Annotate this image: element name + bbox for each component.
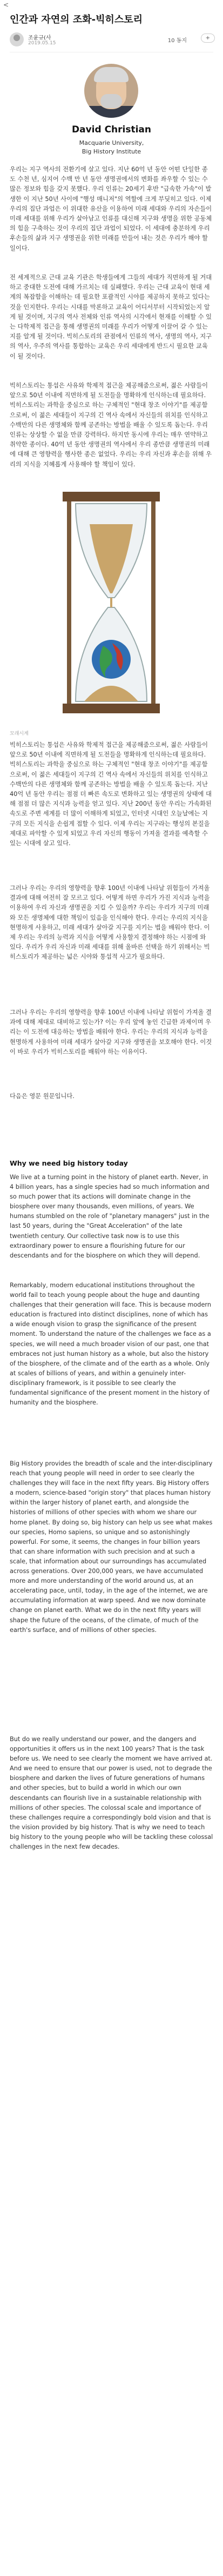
figure-caption: 모래시계 [10,731,29,737]
post-date: 2019.05.15 [28,41,56,46]
hourglass-left-post [67,501,71,704]
hourglass-illustration [52,492,171,713]
subscriber-count: 10 동지 [167,38,187,44]
author-name[interactable]: 조윤규(사 [28,35,51,41]
speaker-portrait [84,64,138,118]
body-paragraph-ko: 빅히스토리는 통섭은 사유와 학제적 접근을 제공해줌으로써, 젊은 사람들이 앞으로 50년 이내에 직면하게 될 도전들을 명확하게 인식하는데 필요하다. 빅히스토리는 과학을 중심으로 하는 구체적인 "현대 창조 이야기"를 제공함으로써, 이 젊은 세대들이 지구의 긴 역사 속에서 자신들의 위치를 인식하고 수백만의 다른 생명체와 함께 공존하는 방법을 배울 수 있도록 돕는다. 지난 40억 년 동안 우리는 점점 더 빠른 속도로 변화하고 있는 생명권의 상태에 대해 점점 더 많은 지식과 능력을 얻고 있다. 지난 200년 동안 우리는 가속화된 속도로 주변 세계를 더 많이 이해하게 되었고, 인터넷 시대인 오늘날에는 지구의 모든 지식을 손쉽게 접할 수 있다. 이제 우리는 지구라는 행성의 본질을 제대로 파악할 수 있게 되었고 우리 자신의 행동이 가져올 결과를 예측할 수 있는 시대에 살고 있다. [10,741,212,847]
author-avatar[interactable] [10,32,24,46]
english-paragraph: Big History provides the breadth of scale and the inter-disciplinary reach that young people will need in order to see clearly the challenges they will face in the next fifty years. Big History offers a modern, science-based "origin story" that places human history within the larger history of planet earth, and alongside the histories of millions of other species with whom we share our home planet. By doing so, big history can help us see what makes our species, Homo sapiens, so unique and so astonishingly powerful. For some, it seems, the changes in four billion years that can share information with such precision and at such a scale, that information about our surroundings has accumulated across generations. Over 200,000 years, we have accumulated more and more understanding of the world around us, at an accelerating pace, until, today, in the age of the internet, we are accumulating information at warp speed. And we now dominate change on planet earth. What we do in the next fifty years will shape the future of the oceans, of the climate, of much of the earth's surface, and of millions of other species. [10,1460,213,1634]
speaker-affiliation-line-1: Macquarie University, [79,139,144,146]
english-paragraph: Remarkably, modern educational institutions throughout the world fail to teach young people about the huge and daunting challenges that their generation will face. This is because modern education is fractured into distinct disciplines, none of which has a wide enough vision to grasp the significance of the present moment. To understand the nature of the challenges we face as a species, we will need a much broader vision of our past, one that embraces not just human history as a whole, but also the history of the biosphere, of the climate and of the earth as a whole. Only at scales of billions of years, and within a genuinely inter-disciplinary framework, is it possible to see clearly the fundamental significance of the present moment in the history of humanity and the biosphere. [10,1282,212,1407]
post-title: 인간과 자연의 조화-빅히스토리 [10,14,143,25]
hourglass-top-cap [63,492,160,501]
english-paragraph: We live at a turning point in the history of planet earth. Never, in 4 billion years, has a single species had so much information and so much power that its actions will dominate change in the biosphere over many thousands, even millions, of years. We humans stumbled on the role of "planetary managers" just in the last 50 years, during the "Great Acceleration" of the late twentieth century. Our collective task now is to use this extraordinary power to ensure a flourishing future for our descendants and for the biosphere on which they will depend. [10,1174,210,1259]
english-paragraph: But do we really understand our power, and the dangers and opportunities it offers us in the next 100 years? That is the task before us. We need to see clearly the moment we have arrived at. And we need to ensure that our power is used, not to degrade the biosphere and darken the lives of future generations of humans and other species, but to build a world in which our own descendants can flourish live in a sustainable relationship with millions of other species. The colossal scale and importance of these challenges require a correspondingly bold vision and that is the vision provided by big history. That is why we need to teach big history to the young people who will be tackling these colossal challenges in the next few decades. [10,1736,213,1851]
speaker-affiliation-line-2: Big History Institute [82,148,141,155]
english-heading: Why we need big history today [10,1159,128,1167]
body-paragraph-ko: 우리는 지구 역사의 전환기에 살고 있다. 지난 60억 년 동안 어떤 단일한 종도 수천 년, 심지어 수백 만 년 동안 생명권에서의 변화를 좌우할 수 있는 수많은 정보와 힘을 갖지 못했다. 우리 인류는 20세기 후반 "급속한 가속"이 발생한 이 지난 50년 사이에 "행성 매니저"의 역할에 크게 부딪히고 있다. 이제 우리의 집단 과업은 이 위대한 유산을 이용하여 미래 세대와 우리의 자손들이 미래 세대를 위해 우리가 살아남고 인류를 대신해 지구와 생명을 위한 공동체의 힘을 구축하는 것이 우리의 집단 과업이 되었다. 이 세대에 충분하게 우리 후손들의 삶과 지구 생명권을 위한 미래를 만들어 내는 것은 우리가 해야 할 일이다. [10,166,212,252]
body-paragraph-ko: 그러나 우리는 우리의 영향력을 향후 100년 이내에 나타날 위험들이 가져올 결과에 대해 여전히 잘 모르고 있다. 어떻게 하면 우리가 가진 지식과 능력을 이용하여 우리 자신과 생명권을 지킬 수 있을까? 우리는 우리가 지구의 미래와 모든 생명체에 대한 책임이 있음을 인식해야 한다. 우리는 우리의 지식을 현명하게 사용하고, 미래 세대가 살아갈 지구를 지키는 법을 배워야 한다. 이제 우리는 우리의 능력과 지식을 어떻게 사용할지 결정해야 하는 시점에 와 있다. 우리가 우리 자신과 미래 세대를 위해 올바른 선택을 하기 위해서는 빅히스토리가 제공하는 넓은 시야와 통섭적 사고가 필요하다. [10,885,210,961]
body-paragraph-ko: 다음은 영문 원문입니다. [10,1093,75,1100]
hourglass-bottom-cap [63,704,160,713]
back-arrow-icon[interactable]: < [3,1,9,9]
body-paragraph-ko: 그러나 우리는 우리의 영향력을 향후 100년 이내에 나타날 위험이 가져올 결과에 대해 제대로 대비하고 있는가? 이는 우리 앞에 놓인 긴급한 과제이며 우리는 이 도전에 대응하는 방법을 배워야 한다. 우리는 우리의 지식과 능력을 현명하게 사용하여 미래 세대가 살아갈 지구와 생명권을 보호해야 한다. 이것이 바로 우리가 빅히스토리를 배워야 하는 이유이다. [10,1009,212,1055]
author-row [10,31,215,49]
top-bar [0,0,223,11]
body-paragraph-ko: 전 세계적으로 근대 교육 기관은 학생들에게 그들의 세대가 직면하게 될 거대하고 중대한 도전에 대해 가르치는 데 실패했다. 우리는 근대 교육이 현대 세계의 복잡함을 이해하는 데 필요한 포괄적인 시야를 제공하지 못하고 있다는 것을 인지한다. 우리는 시대를 막론하고 교육이 어디서부터 시작되었는지 알게 될 것이며, 지구의 역사 전체와 인류 역사의 시각에서 현재를 이해할 수 있는 다학제적 접근을 통해 생명권의 미래를 우리가 어떻게 이끌어 갈 수 있는지를 알게 될 것이다. 빅히스토리의 관점에서 인류의 역사, 생명의 역사, 지구의 역사, 우주의 역사를 통합하는 교육은 우리 세대에게 반드시 필요한 교육이 될 것이다. [10,274,212,360]
follow-button[interactable]: + [201,34,215,43]
hourglass-right-post [151,501,156,704]
speaker-name: David Christian [71,124,151,135]
body-paragraph-ko: 빅히스토리는 통섭은 사유와 학제적 접근을 제공해줌으로써, 젊은 사람들이 앞으로 50년 이내에 직면하게 될 도전들을 명확하게 인식하는데 필요하다. 빅히스토리는 과학을 중심으로 하는 구체적인 "현대 창조 이야기"를 제공함으로써, 이 젊은 세대들이 지구의 긴 역사 속에서 자신들의 위치를 인식하고 수백만의 다른 생명체와 함께 공존하는 방법을 배울 수 있도록 돕는다. 우리 인류는 상상할 수 없을 만큼 강력하다. 하지만 동시에 우리는 매우 연약하고 취약한 종이다. 40억 년 동안 생명권의 역사에서 우리 종만큼 생명권의 미래에 대해 큰 영향력을 행사한 종은 없었다. 우리는 우리 자신과 후손을 위해 우리의 지식을 지혜롭게 사용해야 할 책임이 있다. [10,382,212,468]
